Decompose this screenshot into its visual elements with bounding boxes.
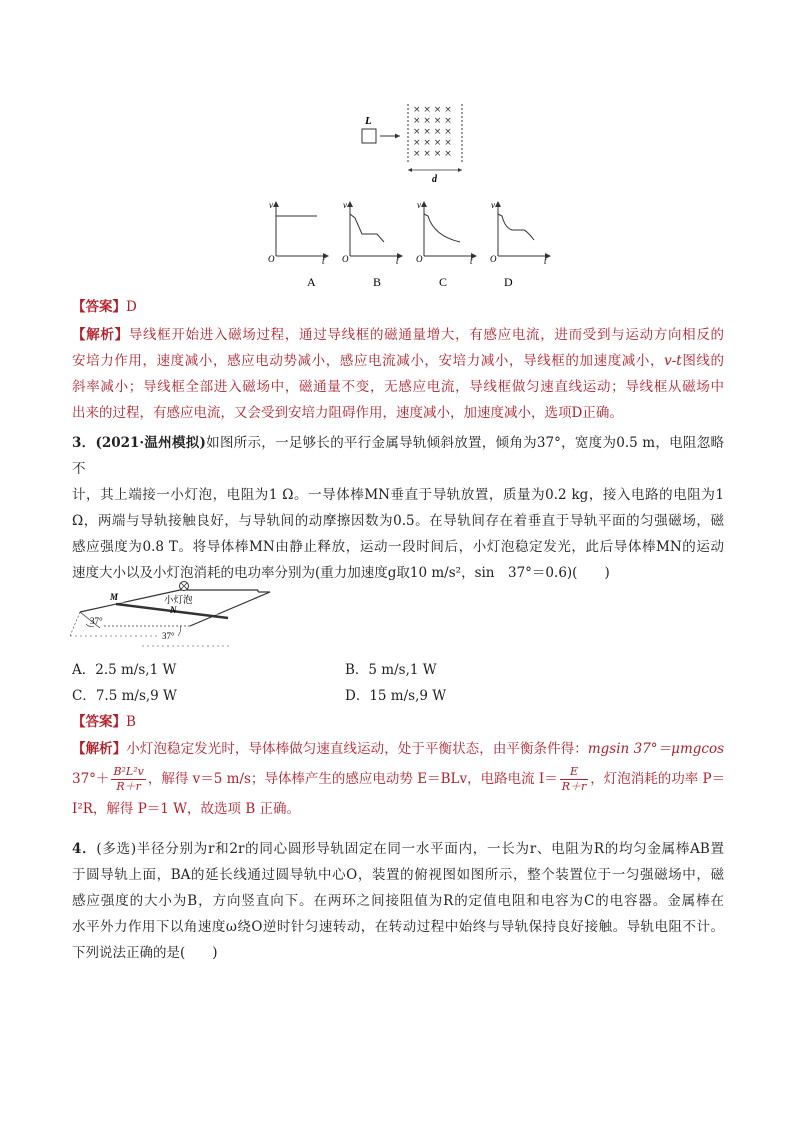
q4-number: 4． xyxy=(72,841,97,857)
q3-source: (2021·温州模拟) xyxy=(95,435,206,451)
svg-text:t: t xyxy=(396,256,399,266)
svg-text:× × × ×: × × × × xyxy=(413,127,452,137)
q2-analysis: 【解析】导线框开始进入磁场过程，通过导线框的磁通量增大，有感应电流，进而受到与运动方向相反的 安培力作用，速度减小，感应电动势减小，感应电流减小，安培力减小，导线框的加速度减小，v-t图线的 斜率减小；导线框全部进入磁场中，磁通量不变，无感应电流，导线框做匀速直线运动；导线框从磁场中 出来的过程，有感应电流，又会受到安培力阻碍作用，速度减小，加速度减小，选项D正确。 xyxy=(72,327,725,421)
graph-label-b: B xyxy=(373,275,382,289)
point-n-label: N xyxy=(170,605,177,615)
svg-text:O: O xyxy=(268,254,275,264)
bulb-label: 小灯泡 xyxy=(164,595,193,606)
inclined-rails-figure xyxy=(70,578,280,648)
q3-fraction-2: $\frac{E}{R+r}$ xyxy=(561,765,587,793)
svg-text:O: O xyxy=(490,254,497,264)
svg-text:t: t xyxy=(544,256,547,266)
svg-text:× × × ×: × × × × xyxy=(413,105,452,115)
q3-option-a: A．2.5 m/s,1 W xyxy=(72,662,177,678)
graph-label-a: A xyxy=(307,275,316,289)
q3-analysis: 【解析】小灯泡稳定发光时，导体棒做匀速直线运动，处于平衡状态，由平衡条件得：mgsin 37°＝μmgcos 37°＋ $\frac{\text{B²L²v}}{R+r}$ ，解得 v＝5 m/s；导体棒产生的感应电动势 E＝BLv，电路电流 I＝ $\frac{E}{R+r}$ ，灯泡消耗的功率 P＝ I²R，解得 P＝1 W，故选项 B 正确。 xyxy=(72,741,726,817)
q3-fraction-1: $\frac{\text{B²L²v}}{R+r}$ xyxy=(113,765,144,793)
angle-label-1: 37° xyxy=(90,616,103,626)
graph-b xyxy=(342,200,400,266)
graph-a xyxy=(268,200,326,266)
q3-number: 3． xyxy=(72,435,96,451)
svg-text:× × × ×: × × × × xyxy=(413,138,452,148)
svg-text:O: O xyxy=(342,254,349,264)
q4-stem: 4．(多选)半径分别为r和2r的同心圆形导轨固定在同一水平面内，一长为r、电阻为R的均匀金属棒AB置 于圆导轨上面，BA的延长线通过圆导轨中心O，装置的俯视图如图所示，整个装置位于一匀强磁场中，磁 感应强度的大小为B，方向竖直向下。在两环之间接阻值为R的定值电阻和电容为C的电容器。金属棒在 水平外力作用下以角速度ω绕O逆时针匀速转动，在转动过程中始终与导轨保持良好接触。导轨电阻不计。 下列说法正确的是( ) xyxy=(72,841,724,961)
magnetic-field-crosses xyxy=(413,105,452,159)
angle-label-2: 37° xyxy=(162,631,175,641)
svg-text:t: t xyxy=(322,256,325,266)
svg-text:O: O xyxy=(416,254,423,264)
square-loop xyxy=(362,129,376,143)
graph-c xyxy=(416,200,474,266)
svg-text:× × × ×: × × × × xyxy=(413,116,452,126)
svg-text:× × × ×: × × × × xyxy=(413,149,452,159)
vt-graphs xyxy=(262,198,562,292)
q3-option-d: D．15 m/s,9 W xyxy=(345,688,447,704)
q2-analysis-tag: 【解析】 xyxy=(72,327,129,343)
field-entry-figure xyxy=(350,98,480,188)
q3-answer: 【答案】B xyxy=(72,714,136,730)
q3-stem: 3．(2021·温州模拟)如图所示，一足够长的平行金属导轨倾斜放置，倾角为37°，宽度为0.5 m，电阻忽略不 计，其上端接一小灯泡，电阻为1 Ω。一导体棒MN垂直于导轨放置，质量为0.2 kg，接入电路的电阻为1 Ω，两端与导轨接触良好，与导轨间的动摩擦因数为0.5。在导轨间存在着垂直于导轨平面的匀强磁场，磁 感应强度为0.8 T。将导体棒MN由静止释放，运动一段时间后，小灯泡稳定发光，此后导体棒MN的运动 速度大小以及小灯泡消耗的电功率分别为(重力加速度g取10 m/s²，sin 37°＝0.6)( ) xyxy=(72,435,724,581)
svg-text:v: v xyxy=(343,200,347,210)
svg-text:v: v xyxy=(269,200,273,210)
width-label: d xyxy=(432,174,437,185)
graph-label-c: C xyxy=(439,275,448,289)
svg-text:v: v xyxy=(491,200,495,210)
graph-label-d: D xyxy=(504,275,513,289)
loop-label: L xyxy=(365,115,372,127)
svg-text:v: v xyxy=(417,200,421,210)
q2-answer: 【答案】D xyxy=(72,299,137,315)
svg-text:t: t xyxy=(470,256,473,266)
q3-option-b: B．5 m/s,1 W xyxy=(345,662,437,678)
q3-option-c: C．7.5 m/s,9 W xyxy=(72,688,177,704)
graph-d xyxy=(490,200,548,266)
point-m-label: M xyxy=(110,592,119,602)
